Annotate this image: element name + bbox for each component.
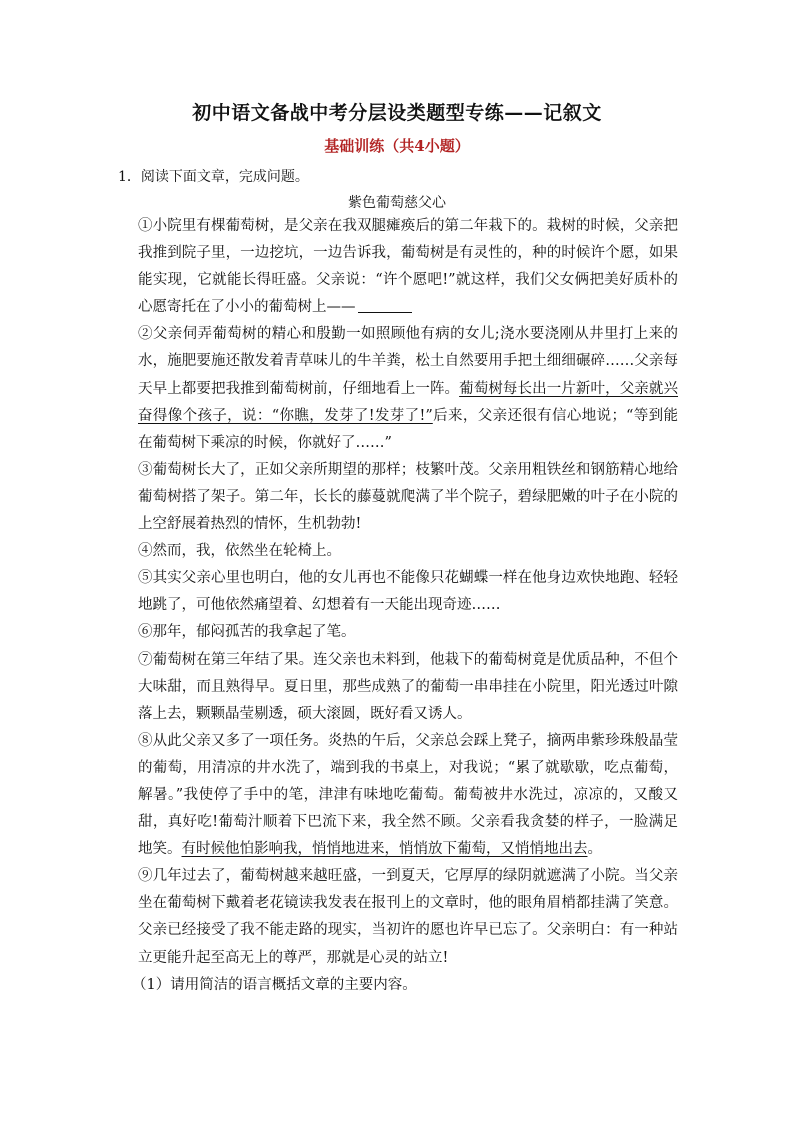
question-prompt: 1．阅读下面文章，完成问题。 bbox=[118, 169, 309, 185]
document-title: 初中语文备战中考分层设类题型专练——记叙文 bbox=[192, 102, 602, 124]
underlined-sentence-1: 葡萄树每长出一片新叶，父亲就兴奋得像个孩子，说：“你瞧，发芽了!发芽了!” bbox=[138, 380, 679, 424]
article-title: 紫色葡萄慈父心 bbox=[348, 195, 446, 211]
paragraph-4: ④然而，我，依然坐在轮椅上。 bbox=[138, 543, 341, 560]
paragraph-2 bbox=[138, 321, 678, 456]
paragraph-2-text-end: 后来，父亲还很有信心地说；“等到能在葡萄树下乘凉的时候，你就好了……” bbox=[138, 407, 678, 451]
paragraph-2-text: ②父亲伺弄葡萄树的精心和殷勤一如照顾他有病的女儿;浇水要浇刚从井里打上来的水，施肥要施还散发着青草味儿的牛羊粪，松土自然要用手把土细细碾碎……父亲每天早上都要把我推到葡萄树前，仔细地看上一阵。 bbox=[138, 326, 678, 397]
section-subtitle: 基础训练（共4小题） bbox=[324, 137, 470, 155]
sub-question-1: （1）请用简洁的语言概括文章的主要内容。 bbox=[132, 976, 417, 993]
answer-blank bbox=[358, 298, 412, 313]
paragraph-5: ⑤其实父亲心里也明白，他的女儿再也不能像只花蝴蝶一样在他身边欢快地跑、轻轻地跳了，可他依然痛望着、幻想着有一天能出现奇迹…… bbox=[138, 570, 678, 614]
paragraph-7: ⑦葡萄树在第三年结了果。连父亲也未料到，他栽下的葡萄树竟是优质品种，不但个大味甜，而且熟得早。夏日里，那些成熟了的葡萄一串串挂在小院里，阳光透过叶隙落上去，颗颗晶莹剔透，硕大滚圆，既好看又诱人。 bbox=[138, 651, 678, 722]
paragraph-3: ③葡萄树长大了，正如父亲所期望的那样；枝繁叶茂。父亲用粗铁丝和钢筋精心地给葡萄树搭了架子。第二年，长长的藤蔓就爬满了半个院子，碧绿肥嫩的叶子在小院的上空舒展着热烈的情怀，生机勃勃! bbox=[138, 461, 678, 533]
paragraph-8-text: ⑧从此父亲又多了一项任务。炎热的午后，父亲总会踩上凳子，摘两串紫珍珠般晶莹的葡萄，用清凉的井水洗了，端到我的书桌上，对我说；“累了就歇歇，吃点葡萄，解暑。”我使停了手中的笔，津津有味地吃葡萄。葡萄被井水洗过，凉凉的，又酸又甜，真好吃!葡萄汁顺着下巴流下来，我全然不顾。父亲看我贪婪的样子，一脸满足地笑。 bbox=[138, 732, 678, 858]
paragraph-6: ⑥那年，郁闷孤苦的我拿起了笔。 bbox=[138, 624, 356, 641]
paragraph-8-end: 。 bbox=[587, 841, 602, 858]
underlined-sentence-2: 有时候他怕影响我，悄悄地进来，悄悄放下葡萄，又悄悄地出去 bbox=[181, 841, 588, 858]
paragraph-1-text: ①小院里有棵葡萄树，是父亲在我双腿瘫痪后的第二年栽下的。栽树的时候，父亲把我推到院子里，一边挖坑，一边告诉我，葡萄树是有灵性的，种的时候许个愿，如果能实现，它就能长得旺盛。父亲说：“许个愿吧!”就这样，我们父女俩把美好质朴的心愿寄托在了小小的葡萄树上—— bbox=[138, 218, 678, 316]
paragraph-8 bbox=[138, 728, 678, 863]
paragraph-9: ⑨几年过去了，葡萄树越来越旺盛，一到夏天，它厚厚的绿阴就遮满了小院。当父亲坐在葡萄树下戴着老花镜读我发表在报刊上的文章时，他的眼角眉梢都挂满了笑意。父亲已经接受了我不能走路的现实，当初许的愿也许早已忘了。父亲明白：有一种站立更能升起至高无上的尊严，那就是心灵的站立! bbox=[138, 868, 678, 966]
paragraph-1 bbox=[138, 213, 678, 321]
article-body bbox=[132, 213, 679, 999]
